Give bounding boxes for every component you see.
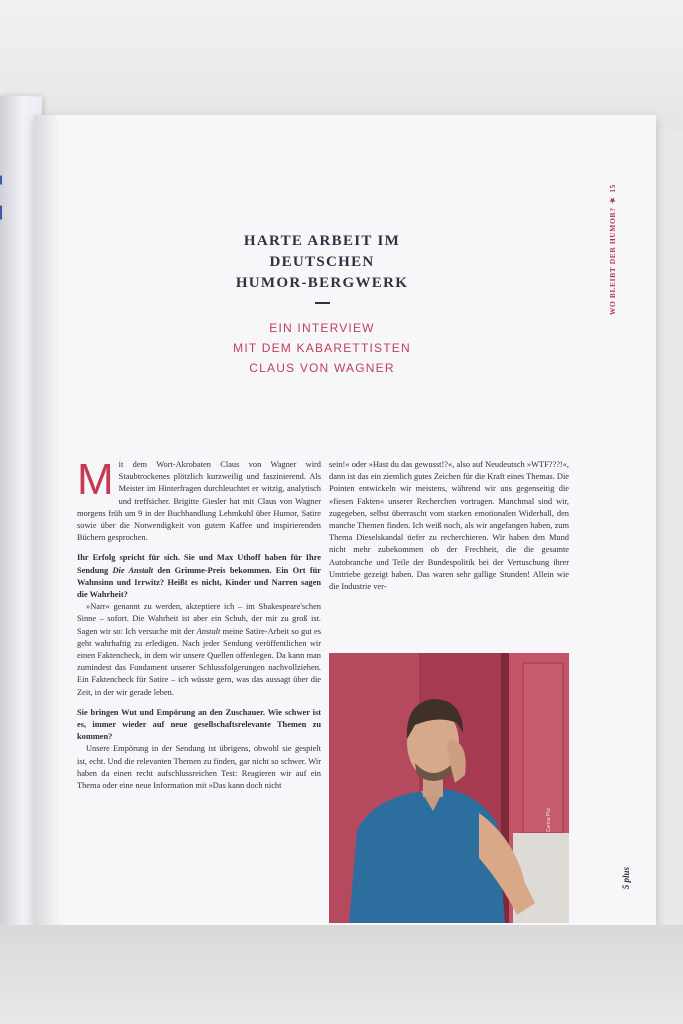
question-2: Sie bringen Wut und Empörung an den Zuschauer. Wie schwer ist es, immer wieder auf neue gesellschaftsrelevante Themen zu kommen? <box>77 707 321 742</box>
answer-1-part-b: meine Satire-Arbeit so gut es geht wahrhaftig zu erledigen. Nach jeder Sendung veröffentlichen wir einen Faktencheck, in dem wir unsere Quellen offenlegen. Da kann man zumindest das Fundament unserer Schlussfolgerungen nachvollziehen. Ein Faktencheck für Satire – ich wüsste gern, was das aussagt über die Zeit, in der wir gerade leben. <box>77 626 321 697</box>
running-head-text: WO BLEIBT DER HUMOR? ★ 15 <box>607 183 617 315</box>
magazine-page <box>34 115 656 930</box>
subtitle-line: CLAUS VON WAGNER <box>249 361 395 375</box>
title-line: DEUTSCHEN <box>269 254 375 270</box>
article-subtitle <box>184 318 460 378</box>
running-head <box>600 145 624 315</box>
page-number-text: 5 plus <box>621 867 631 890</box>
left-page-marker <box>0 176 2 185</box>
question-1 <box>77 552 321 601</box>
article-title <box>184 231 460 294</box>
subtitle-line: MIT DEM KABARETTISTEN <box>233 341 411 355</box>
drop-cap: M <box>77 455 114 504</box>
show-title: Die Anstalt <box>112 565 154 575</box>
title-divider <box>315 302 330 304</box>
title-line: HARTE ARBEIT IM <box>243 233 401 249</box>
portrait-illustration <box>329 653 569 923</box>
page-number <box>619 867 633 889</box>
photo-credit: © Carina Pilz <box>546 808 552 840</box>
intro-text: it dem Wort-Akrobaten Claus von Wagner wird Staubtrockenes plötzlich kurzweilig und faszinierend. Als Meister im Hinterfragen durchleuchtet er witzig, analytisch und treffsicher. Brigitte Giesler hat mit Claus von Wagner morgens früh um 9 in der Buchhandlung Lehmkuhl über Humor, Satire sowie über die Notwendigkeit von gutem Kaffee und inspirierenden Büchern gesprochen. <box>77 460 321 543</box>
background-top <box>0 0 683 130</box>
subtitle-line: EIN INTERVIEW <box>269 321 375 335</box>
answer-1-part-a: »Narr« genannt zu werden, akzeptiere ich – im Shakespeare'schen Sinne – sofort. Die Wahrheit ist aber ein Schuh, der mir zu groß ist. Sagen wir so: Ich versuche mit der <box>77 602 321 636</box>
answer-2: Unsere Empörung in der Sendung ist übrigens, obwohl sie gespielt ist, echt. Und die relevanten Themen zu finden, gar nicht so schwer. Wir haben da einen recht aufschlussreichen Test: Reagieren wir auf ein Thema oder eine neue Information mit »Das kann doch nicht <box>77 744 321 791</box>
answer-2-continued: sein!« oder »Hast du das gewusst!?«, also auf Neudeutsch »WTF???!«, dann ist das ein ziemlich gutes Zeichen für die Kraft eines Themas. Die Pointen entwickeln wir meistens, während wir uns gegenseitig die »fiesen Fakten« unserer Recherchen vortragen. Manchmal sind wir, zugegeben, selbst überrascht vom starken emotionalen Widerhall, den manche Themen finden. Ich weiß noch, als wir angefangen haben, zum Thema Dieselskandal tiefer zu recherchieren. Wir haben den Mund nicht mehr zubekommen ob der Frechheit, die die gesamte Autobranche und Teile der Bundespolitik bei der Vertuschung ihrer Umtriebe gezeigt haben. Das waren sehr gallige Stunden! Allein wie die Industrie ver- <box>329 460 569 592</box>
text-column-right <box>329 459 569 593</box>
intro-paragraph <box>77 455 321 544</box>
title-line: HUMOR-BERGWERK <box>235 275 409 291</box>
answer-1 <box>77 601 321 699</box>
background-bottom <box>0 925 683 1024</box>
portrait-photo <box>329 653 569 923</box>
spine-shadow <box>34 115 60 930</box>
show-title-short: Anstalt <box>196 626 221 636</box>
question-1-part-b: den Grimme-Preis bekommen. Ein Ort für Wahnsinn und Irrwitz? Heißt es nicht, Kinder und Narren sagen die Wahrheit? <box>77 565 322 600</box>
left-page-marker <box>0 206 2 220</box>
text-column-left <box>77 455 322 792</box>
question-1-part-a: Ihr Erfolg spricht für sich. Sie und Max Uthoff haben für Ihre Sendung <box>77 553 321 575</box>
